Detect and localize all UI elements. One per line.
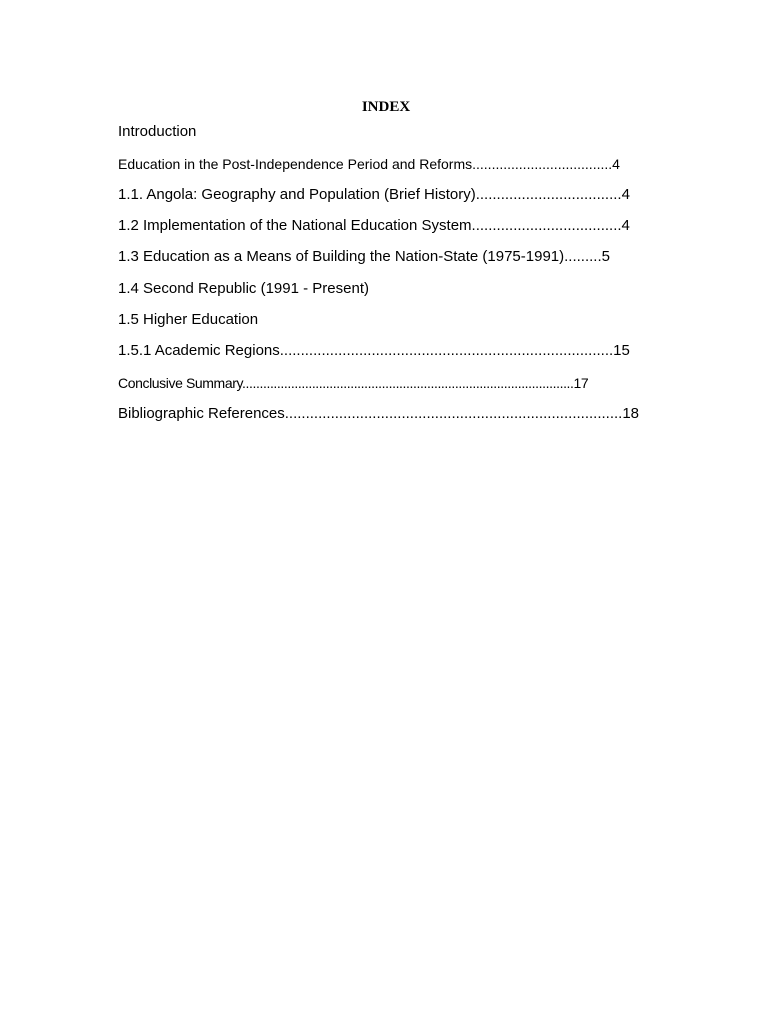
toc-entry-introduction: Introduction [118, 123, 197, 140]
toc-entry-conclusive-summary: Conclusive Summary...............................................................................................17 [118, 375, 589, 391]
toc-entry-angola-geography: 1.1. Angola: Geography and Population (Brief History)...................................4 [118, 186, 630, 203]
page-title: INDEX [361, 99, 411, 115]
toc-entry-academic-regions: 1.5.1 Academic Regions................................................................................15 [118, 342, 630, 359]
toc-entry-bibliographic-references: Bibliographic References.................................................................................18 [118, 405, 640, 422]
toc-entry-national-education-system: 1.2 Implementation of the National Education System....................................4 [118, 217, 630, 234]
toc-entry-post-independence: Education in the Post-Independence Period and Reforms....................................4 [118, 156, 620, 172]
toc-entry-higher-education: 1.5 Higher Education [118, 311, 259, 328]
toc-entry-nation-state: 1.3 Education as a Means of Building the Nation-State (1975-1991).........5 [118, 248, 610, 265]
toc-entry-second-republic: 1.4 Second Republic (1991 - Present) [118, 280, 369, 297]
